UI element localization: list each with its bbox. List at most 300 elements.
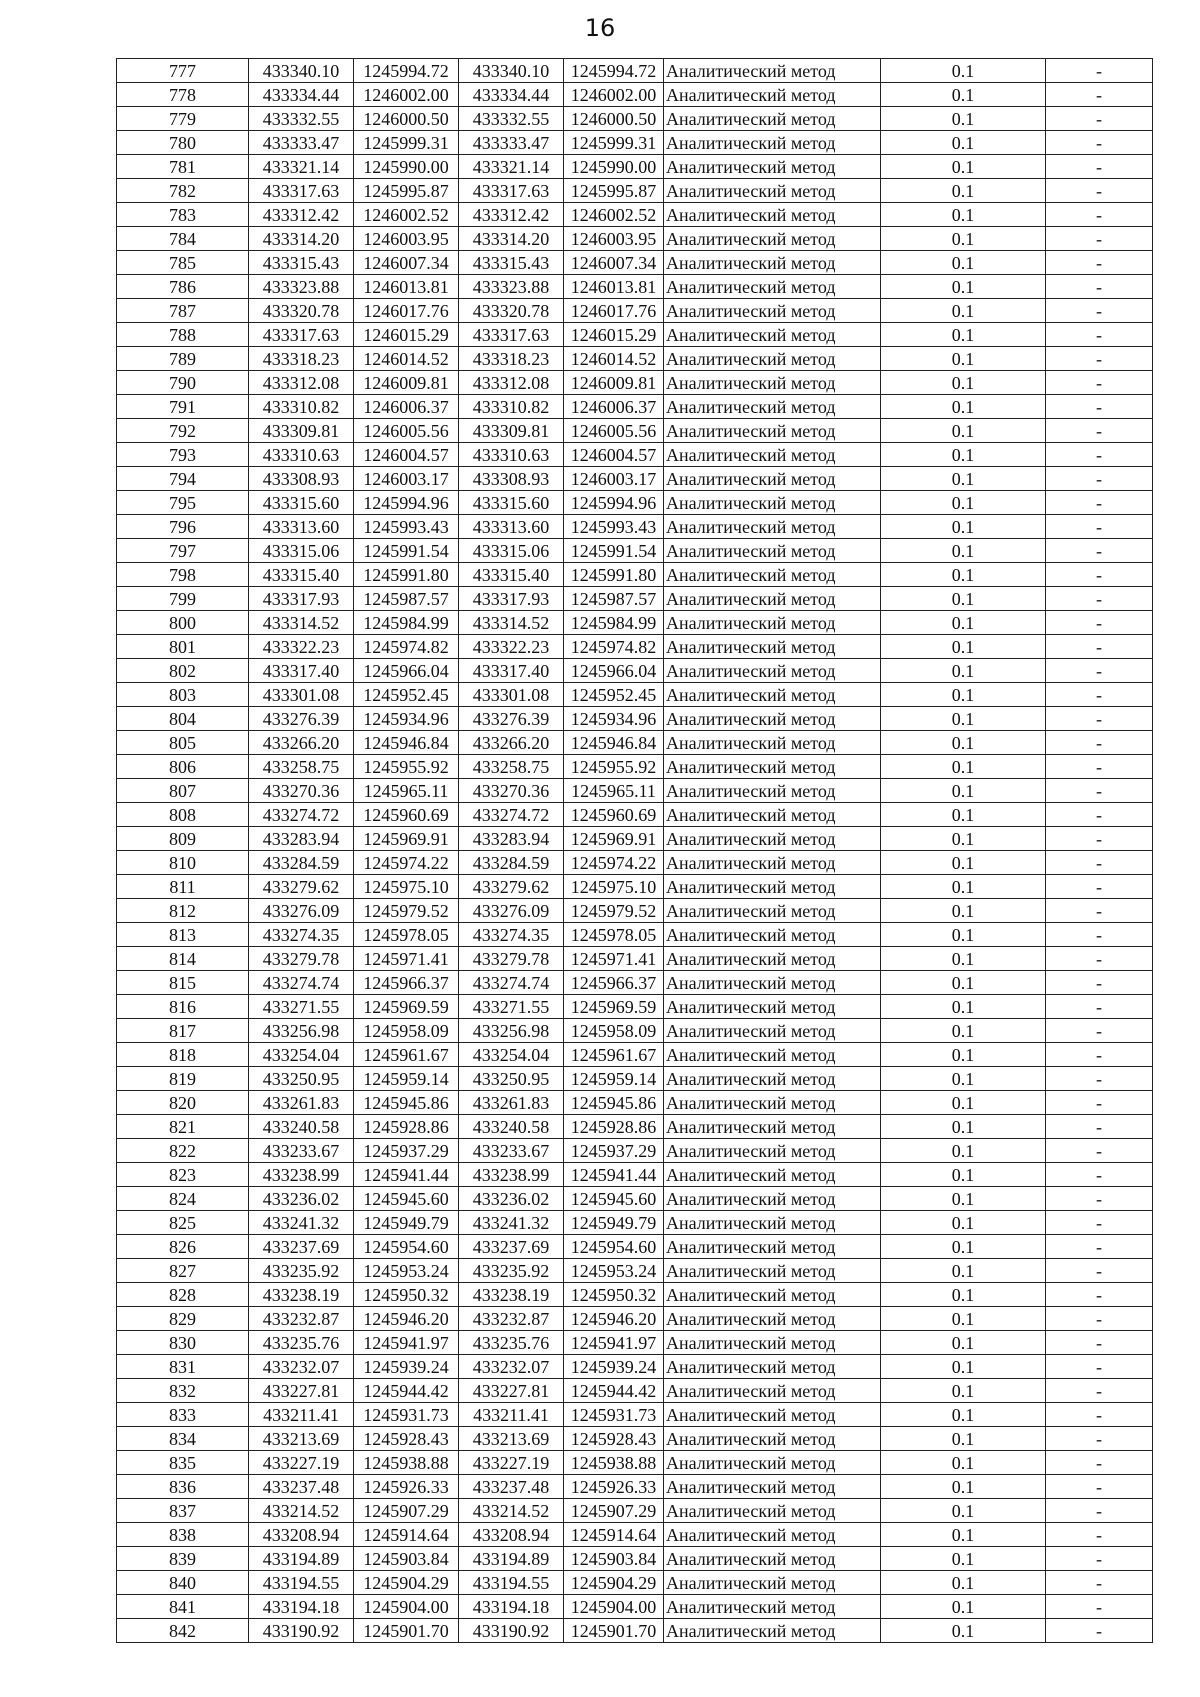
- accuracy-cell: 0.1: [881, 1019, 1046, 1043]
- note-cell: -: [1046, 851, 1153, 875]
- x-coordinate-2-cell: 433213.69: [459, 1427, 564, 1451]
- x-coordinate-2-cell: 433279.62: [459, 875, 564, 899]
- x-coordinate-2-cell: 433238.19: [459, 1283, 564, 1307]
- point-number-cell: 801: [117, 635, 249, 659]
- accuracy-cell: 0.1: [881, 1619, 1046, 1643]
- y-coordinate-cell: 1245941.44: [354, 1163, 459, 1187]
- method-cell: Аналитический метод: [664, 227, 881, 251]
- y-coordinate-2-cell: 1245938.88: [564, 1451, 664, 1475]
- method-cell: Аналитический метод: [664, 107, 881, 131]
- point-number-cell: 835: [117, 1451, 249, 1475]
- table-row: [117, 155, 1153, 179]
- y-coordinate-cell: 1245958.09: [354, 1019, 459, 1043]
- note-cell: -: [1046, 131, 1153, 155]
- y-coordinate-2-cell: 1246000.50: [564, 107, 664, 131]
- point-number-cell: 816: [117, 995, 249, 1019]
- y-coordinate-cell: 1246003.95: [354, 227, 459, 251]
- x-coordinate-2-cell: 433314.52: [459, 611, 564, 635]
- x-coordinate-2-cell: 433322.23: [459, 635, 564, 659]
- y-coordinate-2-cell: 1245971.41: [564, 947, 664, 971]
- method-cell: Аналитический метод: [664, 1595, 881, 1619]
- x-coordinate-2-cell: 433314.20: [459, 227, 564, 251]
- point-number-cell: 791: [117, 395, 249, 419]
- table-row: [117, 323, 1153, 347]
- note-cell: -: [1046, 1571, 1153, 1595]
- table-row: [117, 1187, 1153, 1211]
- y-coordinate-2-cell: 1245926.33: [564, 1475, 664, 1499]
- accuracy-cell: 0.1: [881, 851, 1046, 875]
- point-number-cell: 832: [117, 1379, 249, 1403]
- y-coordinate-2-cell: 1245941.97: [564, 1331, 664, 1355]
- note-cell: -: [1046, 155, 1153, 179]
- x-coordinate-2-cell: 433321.14: [459, 155, 564, 179]
- table-row: [117, 1067, 1153, 1091]
- method-cell: Аналитический метод: [664, 1235, 881, 1259]
- y-coordinate-2-cell: 1245965.11: [564, 779, 664, 803]
- y-coordinate-2-cell: 1246003.17: [564, 467, 664, 491]
- x-coordinate-2-cell: 433317.93: [459, 587, 564, 611]
- table-row: [117, 1571, 1153, 1595]
- method-cell: Аналитический метод: [664, 1547, 881, 1571]
- x-coordinate-2-cell: 433315.40: [459, 563, 564, 587]
- accuracy-cell: 0.1: [881, 491, 1046, 515]
- method-cell: Аналитический метод: [664, 803, 881, 827]
- x-coordinate-cell: 433317.40: [249, 659, 354, 683]
- point-number-cell: 814: [117, 947, 249, 971]
- table-row: [117, 1307, 1153, 1331]
- x-coordinate-2-cell: 433235.76: [459, 1331, 564, 1355]
- x-coordinate-2-cell: 433232.87: [459, 1307, 564, 1331]
- point-number-cell: 804: [117, 707, 249, 731]
- x-coordinate-cell: 433310.82: [249, 395, 354, 419]
- method-cell: Аналитический метод: [664, 1427, 881, 1451]
- x-coordinate-2-cell: 433315.06: [459, 539, 564, 563]
- table-row: [117, 1595, 1153, 1619]
- method-cell: Аналитический метод: [664, 827, 881, 851]
- x-coordinate-2-cell: 433232.07: [459, 1355, 564, 1379]
- y-coordinate-2-cell: 1245975.10: [564, 875, 664, 899]
- table-row: [117, 1475, 1153, 1499]
- x-coordinate-cell: 433309.81: [249, 419, 354, 443]
- x-coordinate-2-cell: 433310.63: [459, 443, 564, 467]
- method-cell: Аналитический метод: [664, 179, 881, 203]
- x-coordinate-2-cell: 433250.95: [459, 1067, 564, 1091]
- x-coordinate-cell: 433308.93: [249, 467, 354, 491]
- method-cell: Аналитический метод: [664, 707, 881, 731]
- y-coordinate-cell: 1245901.70: [354, 1619, 459, 1643]
- y-coordinate-cell: 1245938.88: [354, 1451, 459, 1475]
- x-coordinate-cell: 433317.93: [249, 587, 354, 611]
- method-cell: Аналитический метод: [664, 347, 881, 371]
- x-coordinate-2-cell: 433261.83: [459, 1091, 564, 1115]
- note-cell: -: [1046, 635, 1153, 659]
- y-coordinate-2-cell: 1245958.09: [564, 1019, 664, 1043]
- accuracy-cell: 0.1: [881, 1235, 1046, 1259]
- x-coordinate-2-cell: 433308.93: [459, 467, 564, 491]
- accuracy-cell: 0.1: [881, 683, 1046, 707]
- x-coordinate-cell: 433261.83: [249, 1091, 354, 1115]
- y-coordinate-cell: 1245995.87: [354, 179, 459, 203]
- x-coordinate-2-cell: 433333.47: [459, 131, 564, 155]
- table-row: [117, 107, 1153, 131]
- method-cell: Аналитический метод: [664, 1523, 881, 1547]
- method-cell: Аналитический метод: [664, 1571, 881, 1595]
- x-coordinate-2-cell: 433301.08: [459, 683, 564, 707]
- accuracy-cell: 0.1: [881, 1211, 1046, 1235]
- y-coordinate-cell: 1245914.64: [354, 1523, 459, 1547]
- table-row: [117, 659, 1153, 683]
- accuracy-cell: 0.1: [881, 875, 1046, 899]
- y-coordinate-cell: 1245974.22: [354, 851, 459, 875]
- x-coordinate-2-cell: 433227.19: [459, 1451, 564, 1475]
- point-number-cell: 821: [117, 1115, 249, 1139]
- note-cell: -: [1046, 1187, 1153, 1211]
- point-number-cell: 831: [117, 1355, 249, 1379]
- table-row: [117, 1355, 1153, 1379]
- x-coordinate-2-cell: 433313.60: [459, 515, 564, 539]
- table-row: [117, 779, 1153, 803]
- note-cell: -: [1046, 1043, 1153, 1067]
- y-coordinate-2-cell: 1245949.79: [564, 1211, 664, 1235]
- accuracy-cell: 0.1: [881, 587, 1046, 611]
- y-coordinate-2-cell: 1245974.22: [564, 851, 664, 875]
- accuracy-cell: 0.1: [881, 563, 1046, 587]
- note-cell: -: [1046, 755, 1153, 779]
- x-coordinate-cell: 433240.58: [249, 1115, 354, 1139]
- point-number-cell: 834: [117, 1427, 249, 1451]
- point-number-cell: 807: [117, 779, 249, 803]
- x-coordinate-2-cell: 433320.78: [459, 299, 564, 323]
- accuracy-cell: 0.1: [881, 1283, 1046, 1307]
- x-coordinate-cell: 433214.52: [249, 1499, 354, 1523]
- accuracy-cell: 0.1: [881, 1427, 1046, 1451]
- y-coordinate-cell: 1245960.69: [354, 803, 459, 827]
- table-row: [117, 539, 1153, 563]
- x-coordinate-cell: 433250.95: [249, 1067, 354, 1091]
- x-coordinate-2-cell: 433274.72: [459, 803, 564, 827]
- point-number-cell: 809: [117, 827, 249, 851]
- y-coordinate-2-cell: 1245939.24: [564, 1355, 664, 1379]
- table-row: [117, 1139, 1153, 1163]
- x-coordinate-2-cell: 433274.35: [459, 923, 564, 947]
- accuracy-cell: 0.1: [881, 1379, 1046, 1403]
- accuracy-cell: 0.1: [881, 1595, 1046, 1619]
- table-row: [117, 635, 1153, 659]
- x-coordinate-cell: 433284.59: [249, 851, 354, 875]
- y-coordinate-2-cell: 1245945.60: [564, 1187, 664, 1211]
- table-row: [117, 755, 1153, 779]
- x-coordinate-cell: 433315.40: [249, 563, 354, 587]
- x-coordinate-cell: 433333.47: [249, 131, 354, 155]
- y-coordinate-2-cell: 1246007.34: [564, 251, 664, 275]
- accuracy-cell: 0.1: [881, 515, 1046, 539]
- x-coordinate-cell: 433227.81: [249, 1379, 354, 1403]
- y-coordinate-cell: 1245994.96: [354, 491, 459, 515]
- y-coordinate-2-cell: 1245993.43: [564, 515, 664, 539]
- accuracy-cell: 0.1: [881, 731, 1046, 755]
- table-row: [117, 515, 1153, 539]
- x-coordinate-cell: 433320.78: [249, 299, 354, 323]
- y-coordinate-cell: 1245991.54: [354, 539, 459, 563]
- table-row: [117, 491, 1153, 515]
- method-cell: Аналитический метод: [664, 59, 881, 83]
- x-coordinate-2-cell: 433236.02: [459, 1187, 564, 1211]
- y-coordinate-cell: 1245979.52: [354, 899, 459, 923]
- y-coordinate-cell: 1245965.11: [354, 779, 459, 803]
- x-coordinate-cell: 433279.78: [249, 947, 354, 971]
- y-coordinate-2-cell: 1245907.29: [564, 1499, 664, 1523]
- y-coordinate-2-cell: 1246002.00: [564, 83, 664, 107]
- method-cell: Аналитический метод: [664, 1451, 881, 1475]
- x-coordinate-2-cell: 433274.74: [459, 971, 564, 995]
- method-cell: Аналитический метод: [664, 779, 881, 803]
- x-coordinate-2-cell: 433235.92: [459, 1259, 564, 1283]
- x-coordinate-2-cell: 433284.59: [459, 851, 564, 875]
- x-coordinate-cell: 433194.55: [249, 1571, 354, 1595]
- y-coordinate-2-cell: 1245953.24: [564, 1259, 664, 1283]
- table-row: [117, 347, 1153, 371]
- accuracy-cell: 0.1: [881, 1355, 1046, 1379]
- x-coordinate-cell: 433321.14: [249, 155, 354, 179]
- y-coordinate-2-cell: 1245941.44: [564, 1163, 664, 1187]
- y-coordinate-2-cell: 1245955.92: [564, 755, 664, 779]
- note-cell: -: [1046, 467, 1153, 491]
- accuracy-cell: 0.1: [881, 227, 1046, 251]
- x-coordinate-2-cell: 433241.32: [459, 1211, 564, 1235]
- table-row: [117, 1259, 1153, 1283]
- x-coordinate-2-cell: 433194.89: [459, 1547, 564, 1571]
- y-coordinate-2-cell: 1246004.57: [564, 443, 664, 467]
- method-cell: Аналитический метод: [664, 323, 881, 347]
- y-coordinate-2-cell: 1245901.70: [564, 1619, 664, 1643]
- point-number-cell: 830: [117, 1331, 249, 1355]
- y-coordinate-cell: 1245987.57: [354, 587, 459, 611]
- y-coordinate-2-cell: 1245991.54: [564, 539, 664, 563]
- y-coordinate-cell: 1245937.29: [354, 1139, 459, 1163]
- x-coordinate-cell: 433283.94: [249, 827, 354, 851]
- method-cell: Аналитический метод: [664, 635, 881, 659]
- method-cell: Аналитический метод: [664, 443, 881, 467]
- x-coordinate-cell: 433276.39: [249, 707, 354, 731]
- y-coordinate-cell: 1246004.57: [354, 443, 459, 467]
- point-number-cell: 808: [117, 803, 249, 827]
- y-coordinate-2-cell: 1246014.52: [564, 347, 664, 371]
- accuracy-cell: 0.1: [881, 1451, 1046, 1475]
- table-row: [117, 1115, 1153, 1139]
- table-row: [117, 419, 1153, 443]
- x-coordinate-cell: 433235.92: [249, 1259, 354, 1283]
- y-coordinate-2-cell: 1245979.52: [564, 899, 664, 923]
- x-coordinate-2-cell: 433318.23: [459, 347, 564, 371]
- note-cell: -: [1046, 1355, 1153, 1379]
- table-body: [117, 59, 1153, 1643]
- table-row: [117, 1547, 1153, 1571]
- point-number-cell: 797: [117, 539, 249, 563]
- method-cell: Аналитический метод: [664, 1283, 881, 1307]
- note-cell: -: [1046, 1259, 1153, 1283]
- table-row: [117, 1427, 1153, 1451]
- x-coordinate-2-cell: 433214.52: [459, 1499, 564, 1523]
- method-cell: Аналитический метод: [664, 1259, 881, 1283]
- table-row: [117, 875, 1153, 899]
- table-row: [117, 923, 1153, 947]
- x-coordinate-2-cell: 433240.58: [459, 1115, 564, 1139]
- point-number-cell: 789: [117, 347, 249, 371]
- point-number-cell: 794: [117, 467, 249, 491]
- point-number-cell: 818: [117, 1043, 249, 1067]
- method-cell: Аналитический метод: [664, 419, 881, 443]
- table-row: [117, 947, 1153, 971]
- y-coordinate-cell: 1245993.43: [354, 515, 459, 539]
- x-coordinate-cell: 433340.10: [249, 59, 354, 83]
- point-number-cell: 806: [117, 755, 249, 779]
- y-coordinate-2-cell: 1245961.67: [564, 1043, 664, 1067]
- y-coordinate-cell: 1245903.84: [354, 1547, 459, 1571]
- method-cell: Аналитический метод: [664, 1019, 881, 1043]
- y-coordinate-2-cell: 1245950.32: [564, 1283, 664, 1307]
- x-coordinate-cell: 433237.69: [249, 1235, 354, 1259]
- x-coordinate-cell: 433312.42: [249, 203, 354, 227]
- x-coordinate-2-cell: 433227.81: [459, 1379, 564, 1403]
- method-cell: Аналитический метод: [664, 203, 881, 227]
- x-coordinate-cell: 433334.44: [249, 83, 354, 107]
- table-row: [117, 203, 1153, 227]
- x-coordinate-cell: 433238.19: [249, 1283, 354, 1307]
- point-number-cell: 825: [117, 1211, 249, 1235]
- y-coordinate-2-cell: 1246006.37: [564, 395, 664, 419]
- note-cell: -: [1046, 1403, 1153, 1427]
- table-row: [117, 1499, 1153, 1523]
- x-coordinate-2-cell: 433315.43: [459, 251, 564, 275]
- point-number-cell: 777: [117, 59, 249, 83]
- method-cell: Аналитический метод: [664, 131, 881, 155]
- y-coordinate-cell: 1246005.56: [354, 419, 459, 443]
- accuracy-cell: 0.1: [881, 1307, 1046, 1331]
- note-cell: -: [1046, 803, 1153, 827]
- y-coordinate-cell: 1246002.52: [354, 203, 459, 227]
- accuracy-cell: 0.1: [881, 827, 1046, 851]
- x-coordinate-cell: 433322.23: [249, 635, 354, 659]
- note-cell: -: [1046, 1067, 1153, 1091]
- accuracy-cell: 0.1: [881, 203, 1046, 227]
- y-coordinate-2-cell: 1245978.05: [564, 923, 664, 947]
- y-coordinate-cell: 1245946.84: [354, 731, 459, 755]
- x-coordinate-2-cell: 433211.41: [459, 1403, 564, 1427]
- table-row: [117, 131, 1153, 155]
- note-cell: -: [1046, 1379, 1153, 1403]
- note-cell: -: [1046, 515, 1153, 539]
- y-coordinate-2-cell: 1245934.96: [564, 707, 664, 731]
- x-coordinate-2-cell: 433270.36: [459, 779, 564, 803]
- x-coordinate-cell: 433317.63: [249, 323, 354, 347]
- y-coordinate-2-cell: 1245991.80: [564, 563, 664, 587]
- table-row: [117, 1331, 1153, 1355]
- note-cell: -: [1046, 971, 1153, 995]
- point-number-cell: 785: [117, 251, 249, 275]
- accuracy-cell: 0.1: [881, 659, 1046, 683]
- x-coordinate-cell: 433323.88: [249, 275, 354, 299]
- y-coordinate-cell: 1245904.29: [354, 1571, 459, 1595]
- method-cell: Аналитический метод: [664, 659, 881, 683]
- page-number: 16: [584, 14, 616, 42]
- y-coordinate-cell: 1245971.41: [354, 947, 459, 971]
- y-coordinate-cell: 1246013.81: [354, 275, 459, 299]
- y-coordinate-2-cell: 1245928.86: [564, 1115, 664, 1139]
- note-cell: -: [1046, 347, 1153, 371]
- y-coordinate-2-cell: 1245994.72: [564, 59, 664, 83]
- note-cell: -: [1046, 107, 1153, 131]
- point-number-cell: 840: [117, 1571, 249, 1595]
- method-cell: Аналитический метод: [664, 467, 881, 491]
- y-coordinate-2-cell: 1246015.29: [564, 323, 664, 347]
- note-cell: -: [1046, 779, 1153, 803]
- x-coordinate-2-cell: 433310.82: [459, 395, 564, 419]
- y-coordinate-cell: 1246017.76: [354, 299, 459, 323]
- accuracy-cell: 0.1: [881, 323, 1046, 347]
- x-coordinate-2-cell: 433279.78: [459, 947, 564, 971]
- x-coordinate-cell: 433266.20: [249, 731, 354, 755]
- note-cell: -: [1046, 83, 1153, 107]
- y-coordinate-cell: 1245928.43: [354, 1427, 459, 1451]
- y-coordinate-cell: 1246009.81: [354, 371, 459, 395]
- note-cell: -: [1046, 1019, 1153, 1043]
- table-row: [117, 1019, 1153, 1043]
- method-cell: Аналитический метод: [664, 251, 881, 275]
- method-cell: Аналитический метод: [664, 1379, 881, 1403]
- point-number-cell: 800: [117, 611, 249, 635]
- y-coordinate-2-cell: 1245931.73: [564, 1403, 664, 1427]
- point-number-cell: 810: [117, 851, 249, 875]
- method-cell: Аналитический метод: [664, 1115, 881, 1139]
- table-row: [117, 707, 1153, 731]
- point-number-cell: 792: [117, 419, 249, 443]
- y-coordinate-cell: 1245991.80: [354, 563, 459, 587]
- method-cell: Аналитический метод: [664, 1499, 881, 1523]
- x-coordinate-cell: 433238.99: [249, 1163, 354, 1187]
- note-cell: -: [1046, 1139, 1153, 1163]
- table-row: [117, 899, 1153, 923]
- note-cell: -: [1046, 1547, 1153, 1571]
- table-row: [117, 1043, 1153, 1067]
- point-number-cell: 837: [117, 1499, 249, 1523]
- table-row: [117, 827, 1153, 851]
- y-coordinate-cell: 1245931.73: [354, 1403, 459, 1427]
- point-number-cell: 826: [117, 1235, 249, 1259]
- x-coordinate-cell: 433271.55: [249, 995, 354, 1019]
- accuracy-cell: 0.1: [881, 1475, 1046, 1499]
- x-coordinate-2-cell: 433256.98: [459, 1019, 564, 1043]
- accuracy-cell: 0.1: [881, 707, 1046, 731]
- method-cell: Аналитический метод: [664, 491, 881, 515]
- point-number-cell: 813: [117, 923, 249, 947]
- note-cell: -: [1046, 1451, 1153, 1475]
- y-coordinate-2-cell: 1245990.00: [564, 155, 664, 179]
- y-coordinate-cell: 1245945.60: [354, 1187, 459, 1211]
- note-cell: -: [1046, 563, 1153, 587]
- x-coordinate-2-cell: 433332.55: [459, 107, 564, 131]
- note-cell: -: [1046, 371, 1153, 395]
- note-cell: -: [1046, 875, 1153, 899]
- x-coordinate-2-cell: 433276.09: [459, 899, 564, 923]
- y-coordinate-2-cell: 1245928.43: [564, 1427, 664, 1451]
- note-cell: -: [1046, 995, 1153, 1019]
- accuracy-cell: 0.1: [881, 995, 1046, 1019]
- method-cell: Аналитический метод: [664, 611, 881, 635]
- point-number-cell: 788: [117, 323, 249, 347]
- x-coordinate-2-cell: 433283.94: [459, 827, 564, 851]
- y-coordinate-cell: 1245954.60: [354, 1235, 459, 1259]
- note-cell: -: [1046, 731, 1153, 755]
